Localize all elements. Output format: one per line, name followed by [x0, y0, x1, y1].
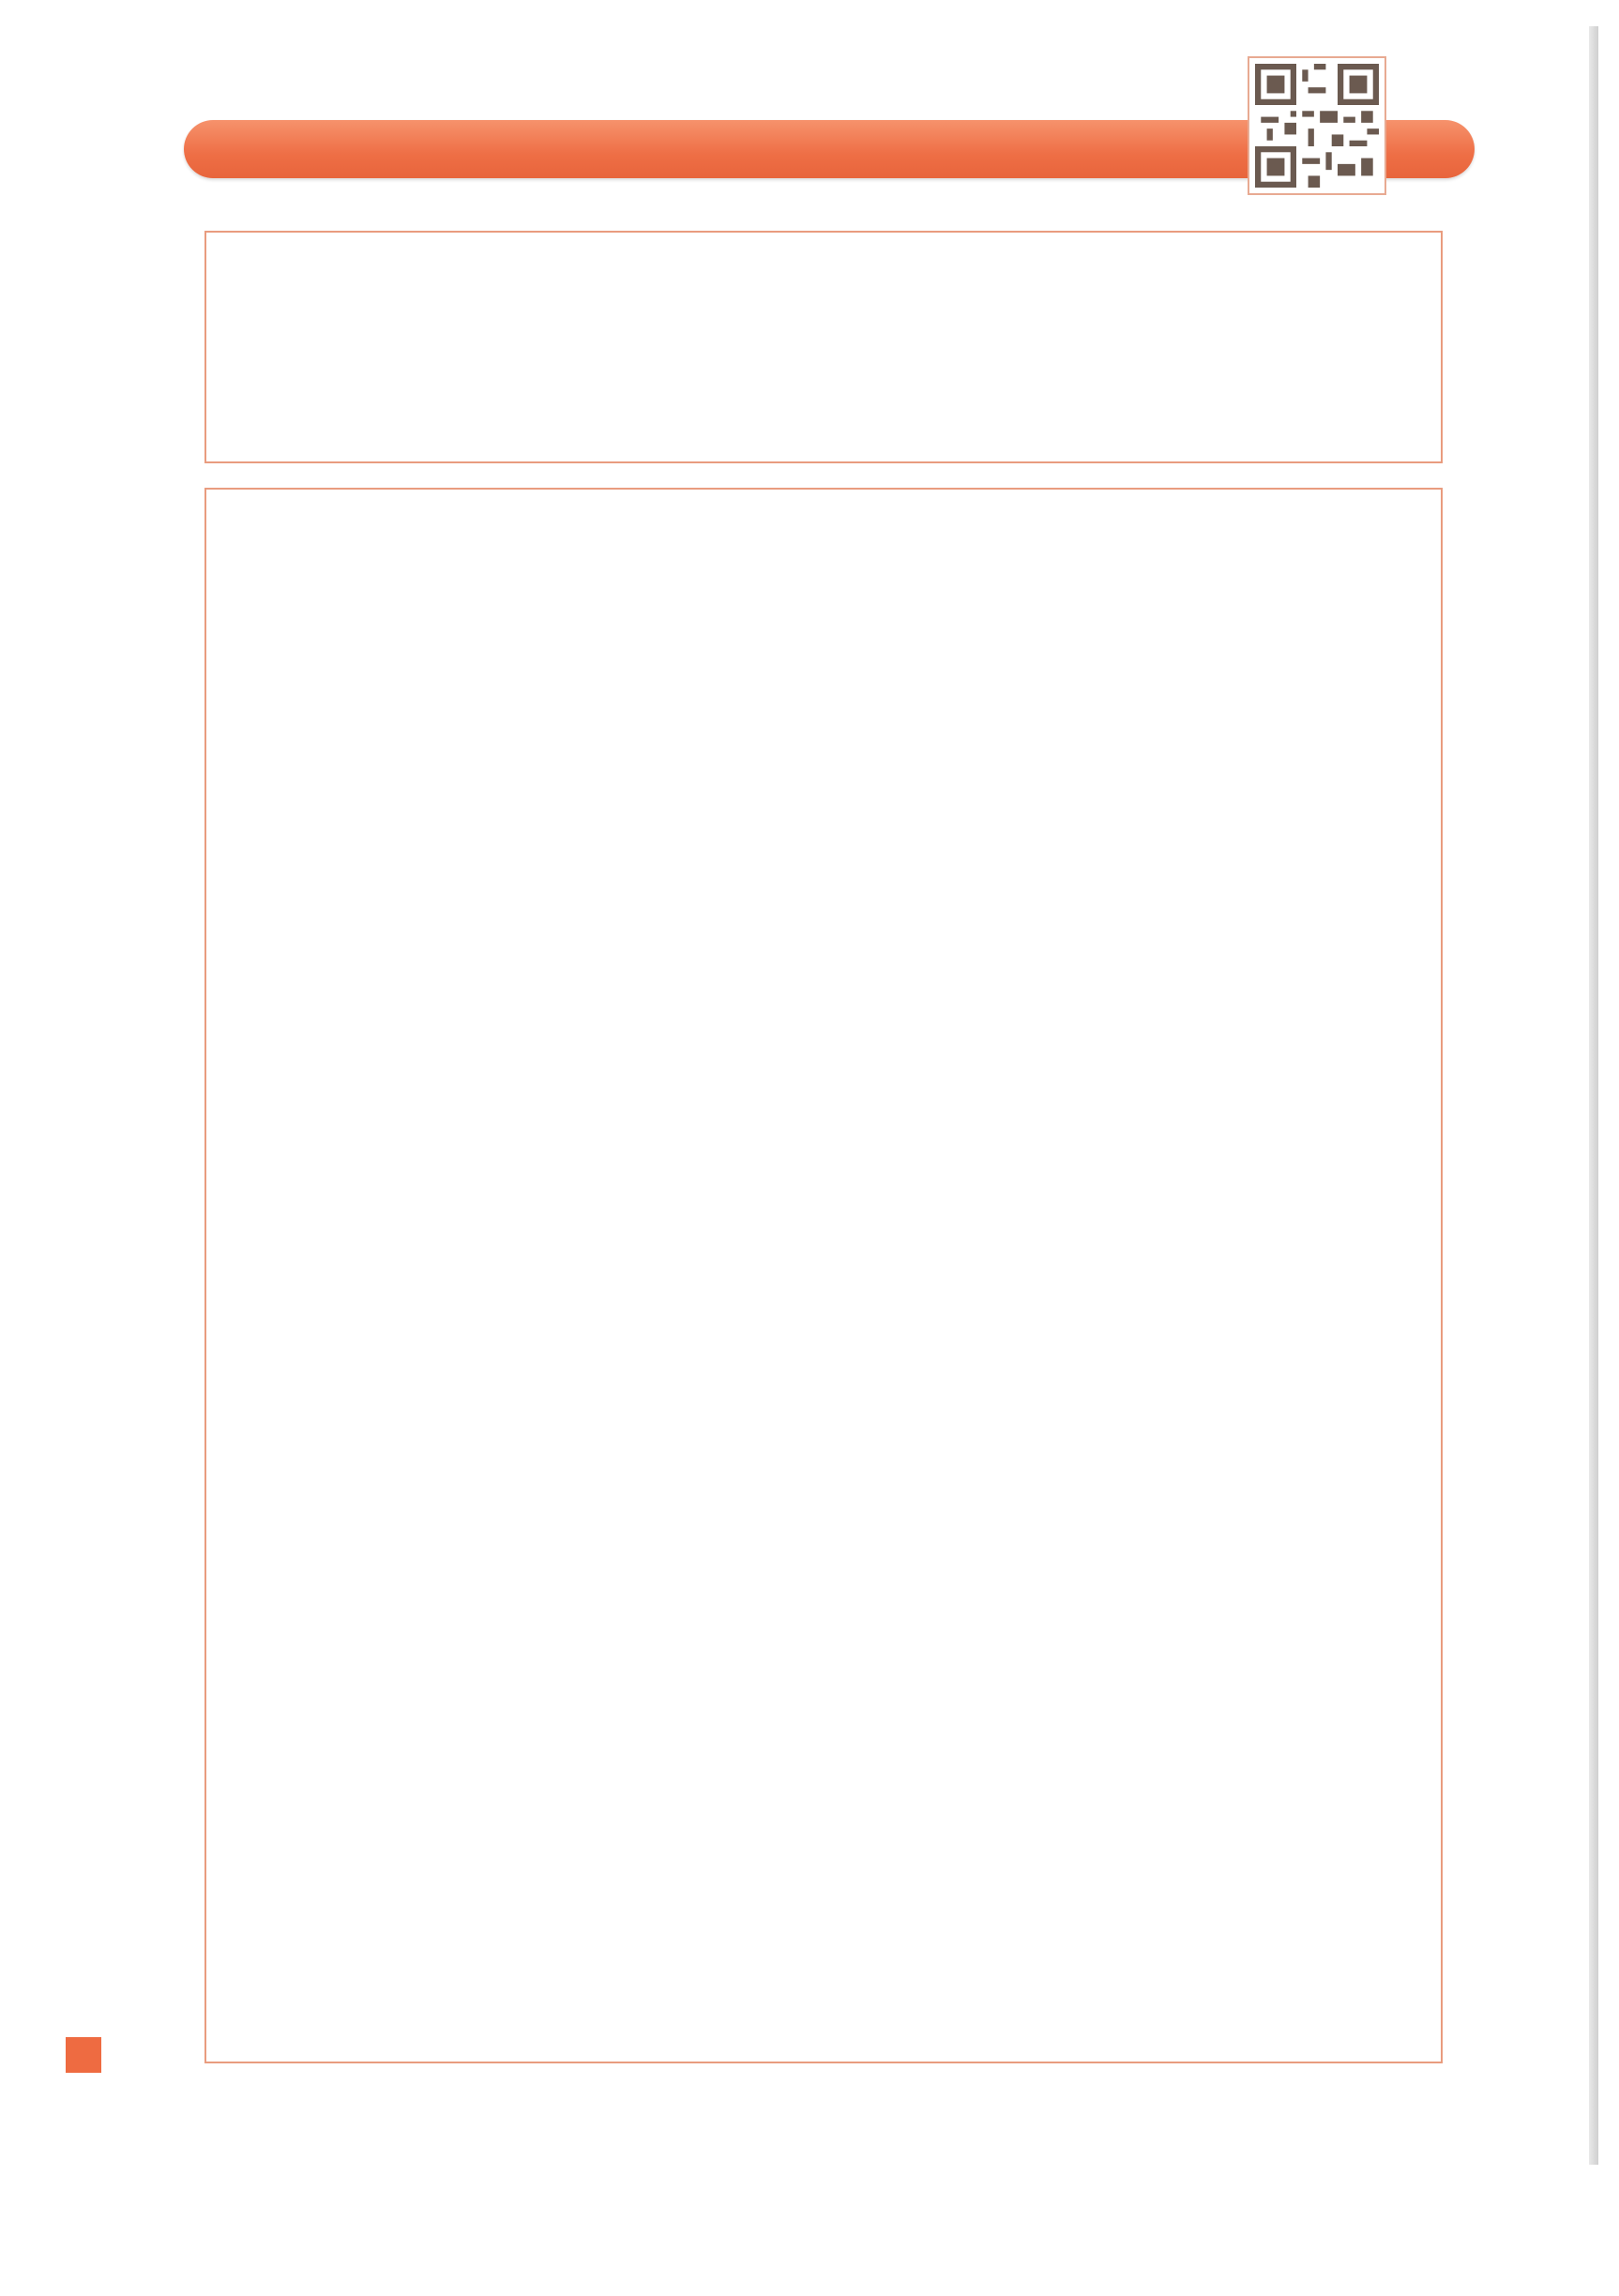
qr-code-icon	[1255, 64, 1379, 188]
top-practice-sheet	[204, 231, 1443, 463]
page-number	[66, 2037, 101, 2073]
page-edge	[1589, 26, 1598, 2165]
qr-code[interactable]	[1248, 56, 1386, 195]
character-practice-sheet	[204, 488, 1443, 2063]
